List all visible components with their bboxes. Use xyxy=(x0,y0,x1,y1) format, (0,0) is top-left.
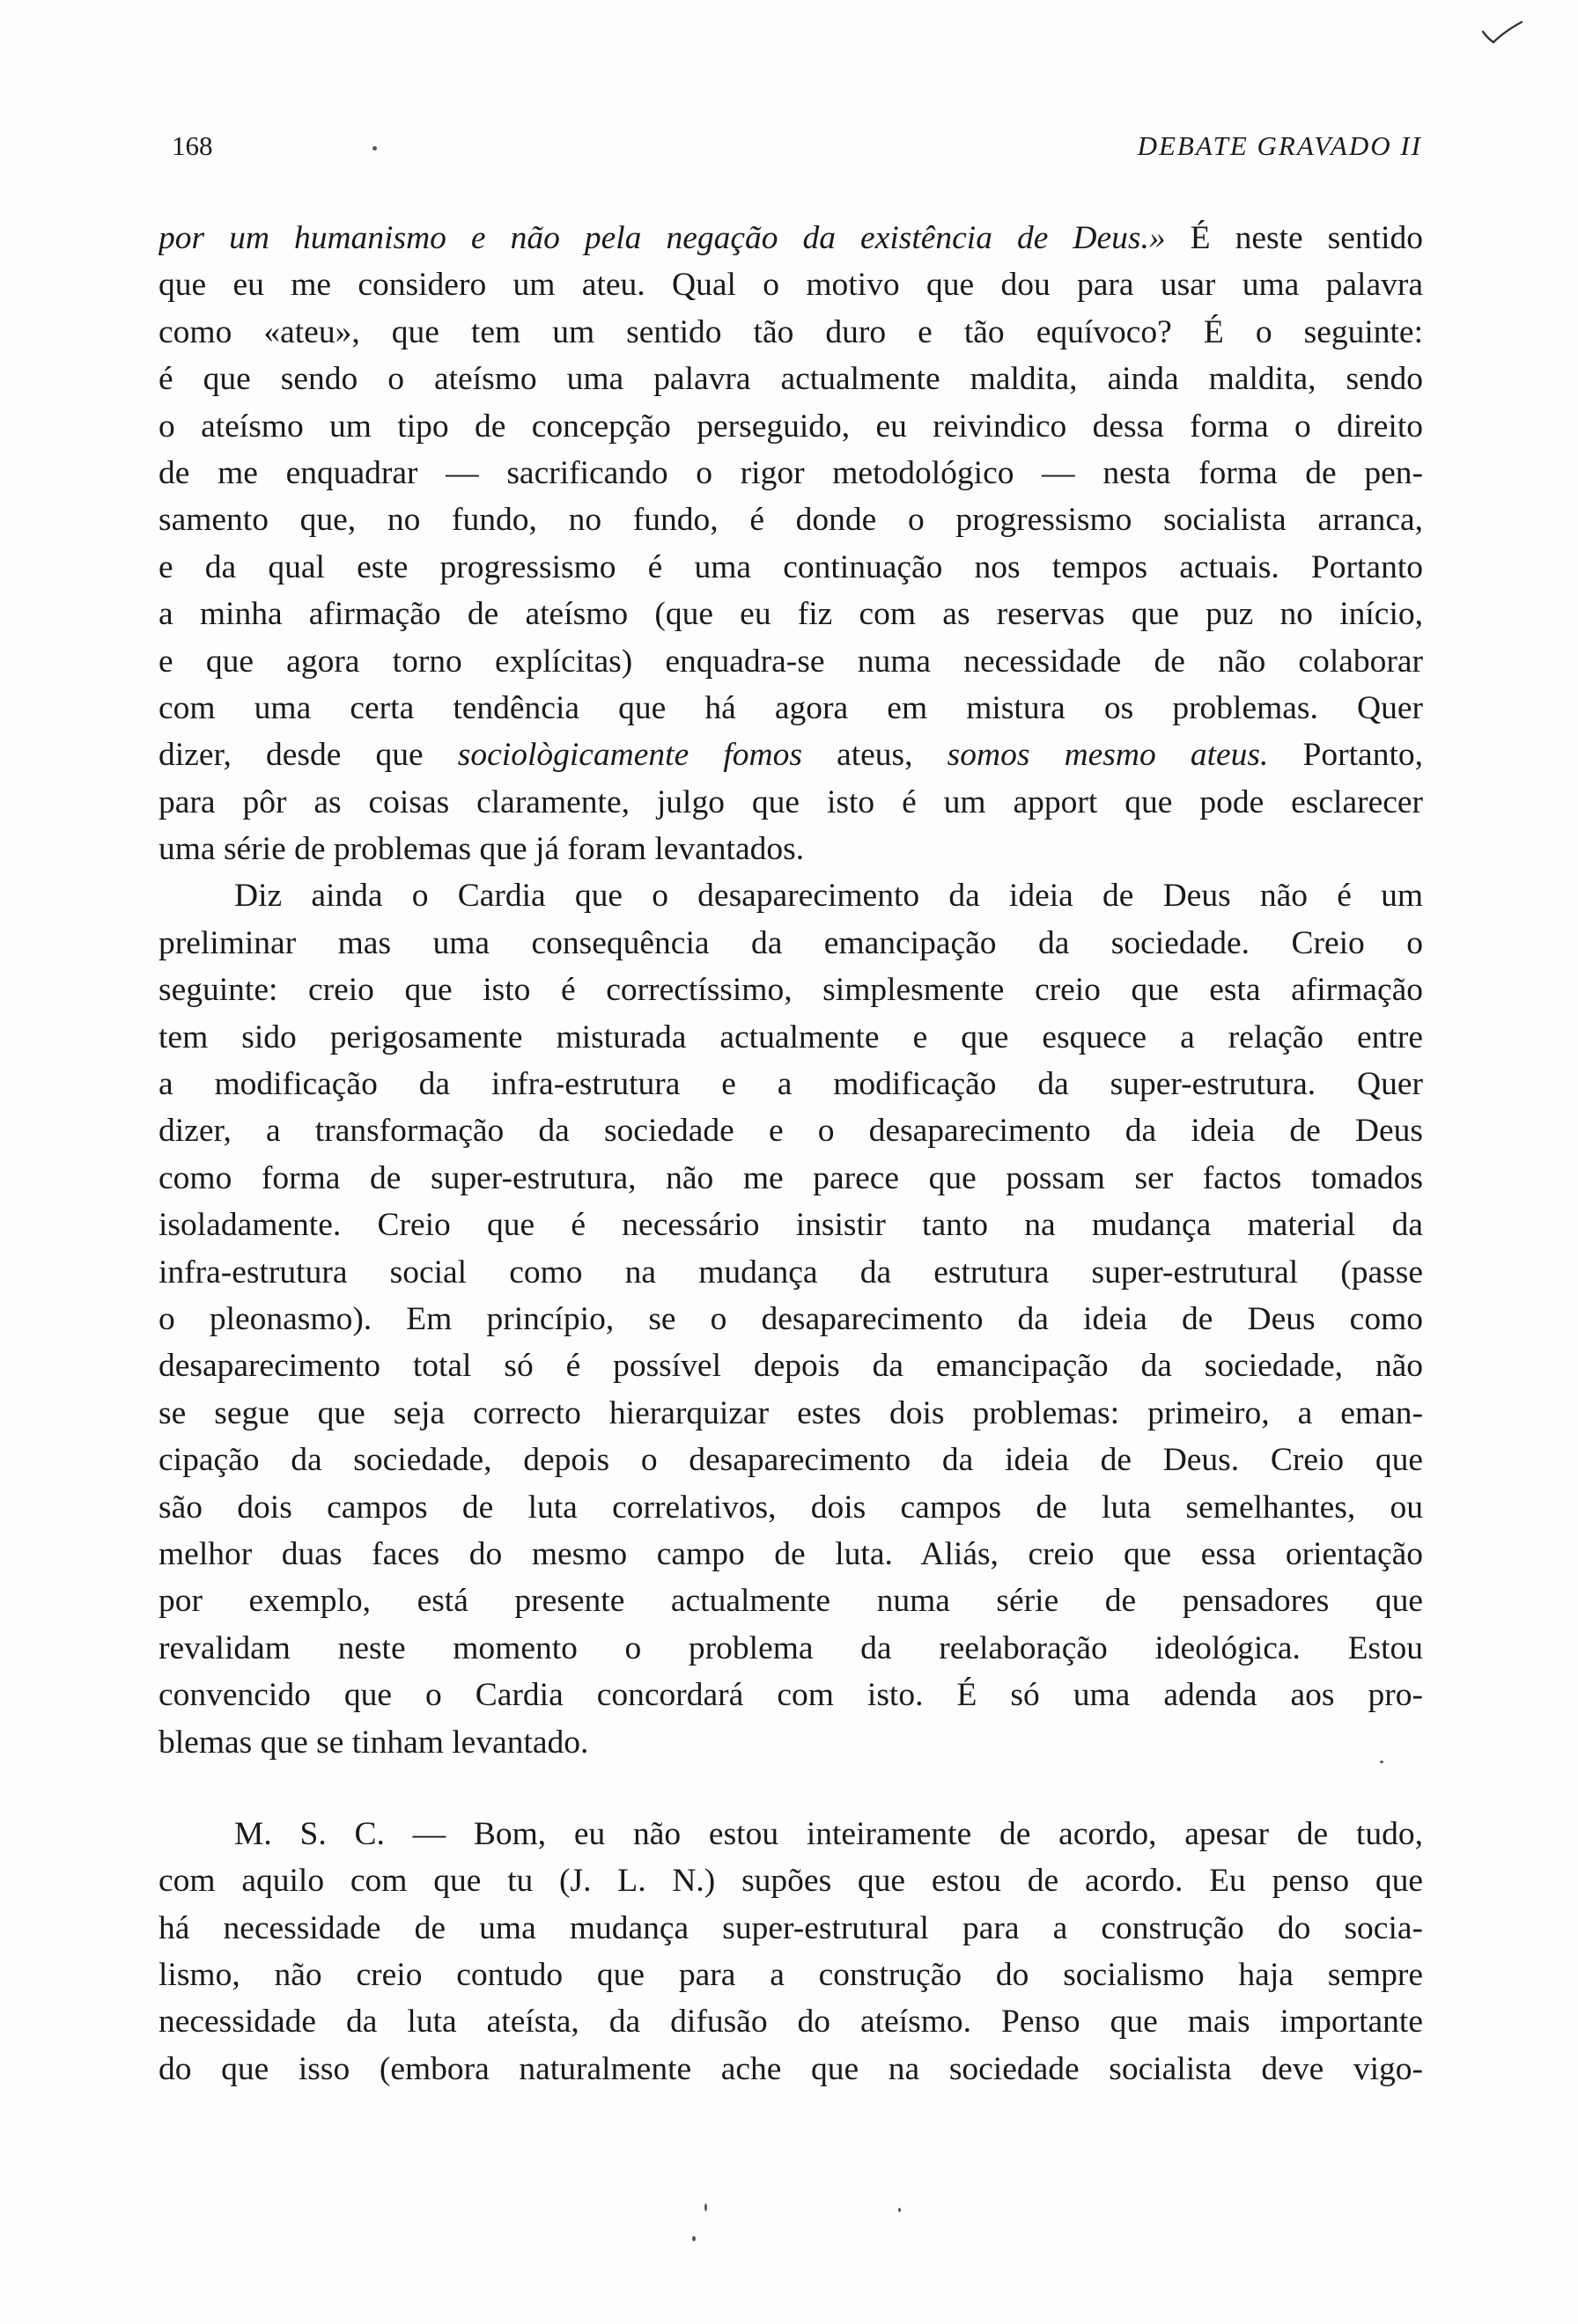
text-line: revalidam neste momento o problema da reelaboração ideológica. Estou xyxy=(159,1629,1423,1666)
text-line: o ateísmo um tipo de concepção perseguido, eu reivindico dessa forma o direito xyxy=(159,408,1423,445)
italic-quote: por um humanismo e não pela negação da existência de Deus.» xyxy=(159,220,1166,256)
text-line: para pôr as coisas claramente, julgo que isto é um apport que pode esclarecer xyxy=(159,783,1423,820)
text-line: Diz ainda o Cardia que o desaparecimento da ideia de Deus não é um xyxy=(234,878,1423,915)
text-line: como forma de super-estrutura, não me parece que possam ser factos tomados xyxy=(159,1159,1423,1196)
running-header xyxy=(172,130,1422,174)
paragraph-gap xyxy=(159,1766,1423,1811)
scan-speck xyxy=(704,2203,707,2211)
text-line: há necessidade de uma mudança super-estrutural para a construção do socia- xyxy=(159,1909,1423,1946)
text-line: preliminar mas uma consequência da emancipação da sociedade. Creio o xyxy=(159,924,1423,961)
text-line: infra-estrutura social como na mudança da estrutura super-estrutural (passe xyxy=(159,1254,1423,1291)
text-line: por exemplo, está presente actualmente numa série de pensadores que xyxy=(159,1583,1423,1620)
text-line: convencido que o Cardia concordará com isto. É só uma adenda aos pro- xyxy=(159,1677,1423,1714)
text-line: é que sendo o ateísmo uma palavra actualmente maldita, ainda maldita, sendo xyxy=(159,361,1423,398)
scan-speck xyxy=(692,2236,696,2241)
body-text xyxy=(159,215,1423,2092)
text-line: samento que, no fundo, no fundo, é donde o progressismo socialista arranca, xyxy=(159,502,1423,539)
text-line: do que isso (embora naturalmente ache que na sociedade socialista deve vigo- xyxy=(159,2050,1423,2087)
paragraph xyxy=(159,1811,1423,2092)
text-line: por um humanismo e não pela negação da existência de Deus.» É neste sentido xyxy=(159,220,1423,256)
running-title: DEBATE GRAVADO II xyxy=(1137,130,1422,161)
text-line: isoladamente. Creio que é necessário insistir tanto na mudança material da xyxy=(159,1207,1423,1244)
text-line: blemas que se tinham levantado. xyxy=(159,1724,589,1761)
text-line: o pleonasmo). Em princípio, se o desaparecimento da ideia de Deus como xyxy=(159,1300,1423,1337)
text-line: a modificação da infra-estrutura e a modificação da super-estrutura. Quer xyxy=(159,1066,1423,1103)
text-line: se segue que seja correcto hierarquizar estes dois problemas: primeiro, a eman- xyxy=(159,1394,1423,1431)
text-line: desaparecimento total só é possível depois da emancipação da sociedade, não xyxy=(159,1348,1423,1385)
text-line: dizer, a transformação da sociedade e o desaparecimento da ideia de Deus xyxy=(159,1113,1423,1150)
text-line: melhor duas faces do mesmo campo de luta. Aliás, creio que essa orientação xyxy=(159,1535,1423,1572)
text-line: com aquilo com que tu (J. L. N.) supões que estou de acordo. Eu penso que xyxy=(159,1863,1423,1900)
text-line: necessidade da luta ateísta, da difusão do ateísmo. Penso que mais importante xyxy=(159,2004,1423,2041)
text-line: seguinte: creio que isto é correctíssimo, simplesmente creio que esta afirmação xyxy=(159,972,1423,1009)
text-line: com uma certa tendência que há agora em mistura os problemas. Quer xyxy=(159,689,1423,726)
text-line: e da qual este progressismo é uma continuação nos tempos actuais. Portanto xyxy=(159,548,1423,585)
text-line: como «ateu», que tem um sentido tão duro e tão equívoco? É o seguinte: xyxy=(159,313,1423,350)
paragraph xyxy=(159,872,1423,1765)
text-line: cipação da sociedade, depois o desaparecimento da ideia de Deus. Creio que xyxy=(159,1442,1423,1479)
pencil-check-mark xyxy=(1481,19,1523,46)
text-line: são dois campos de luta correlativos, dois campos de luta semelhantes, ou xyxy=(159,1489,1423,1526)
text-line: de me enquadrar — sacrificando o rigor metodológico — nesta forma de pen- xyxy=(159,454,1423,491)
text-line: que eu me considero um ateu. Qual o motivo que dou para usar uma palavra xyxy=(159,267,1423,304)
paragraph xyxy=(159,215,1423,872)
text-line: dizer, desde que sociològicamente fomos ateus, somos mesmo ateus. Portanto, xyxy=(159,737,1423,774)
text-line: e que agora torno explícitas) enquadra-se numa necessidade de não colaborar xyxy=(159,643,1423,680)
text-line: a minha afirmação de ateísmo (que eu fiz com as reservas que puz no início, xyxy=(159,596,1423,633)
text-line: M. S. C. — Bom, eu não estou inteiramente de acordo, apesar de tudo, xyxy=(234,1815,1423,1852)
text-line: tem sido perigosamente misturada actualmente e que esquece a relação entre xyxy=(159,1019,1423,1055)
scan-speck xyxy=(898,2208,901,2212)
text-line: lismo, não creio contudo que para a construção do socialismo haja sempre xyxy=(159,1957,1423,1994)
text-line: uma série de problemas que já foram levantados. xyxy=(159,831,805,868)
page-number: 168 xyxy=(172,130,213,161)
